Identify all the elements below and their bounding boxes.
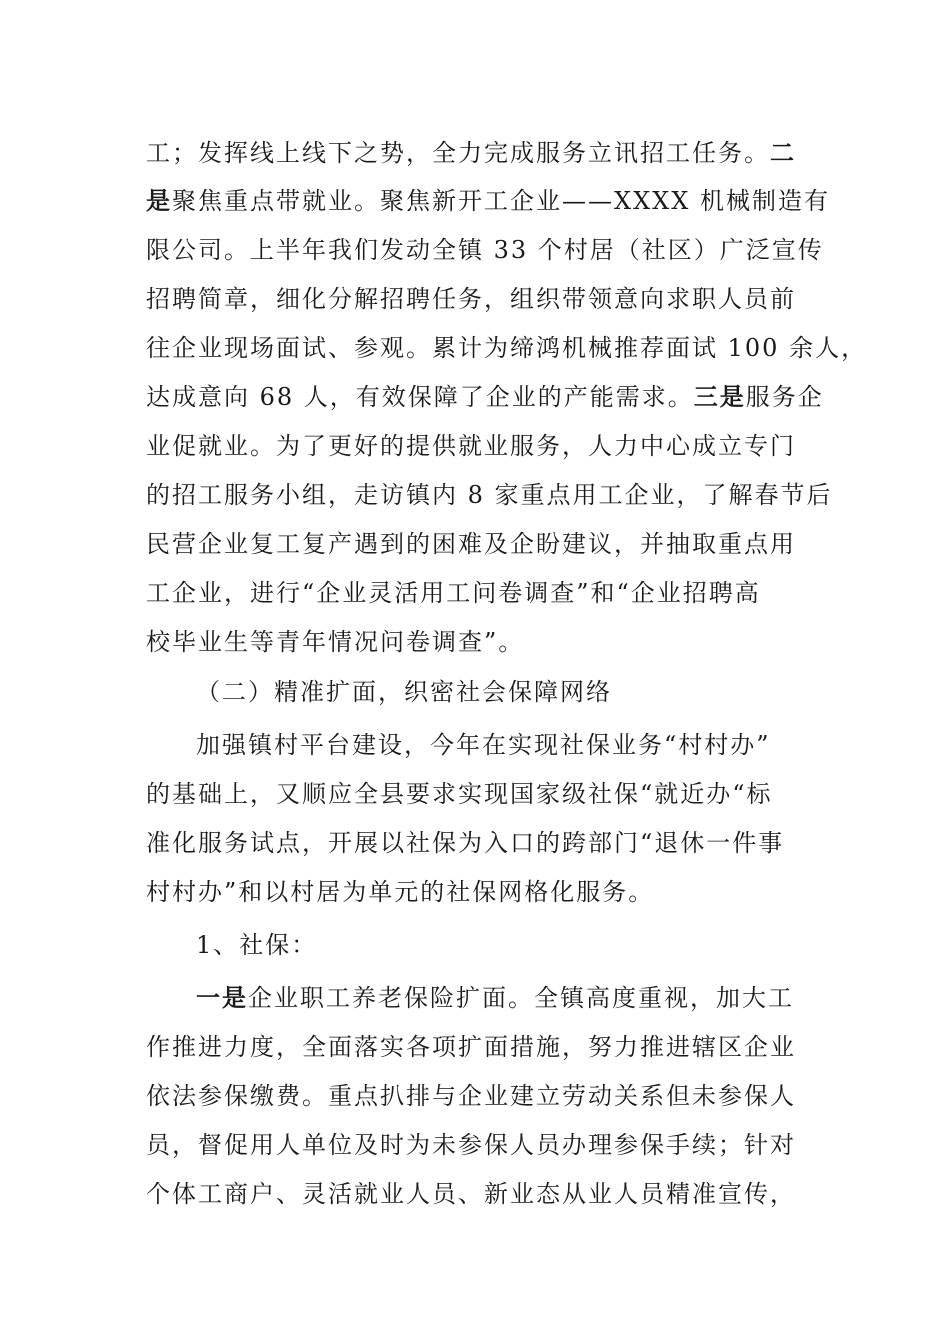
text-line: 往企业现场面试、参观。累计为缔鸿机械推荐面试 100 余人， — [146, 334, 868, 362]
text-line: 限公司。上半年我们发动全镇 33 个村居（社区）广泛宣传 — [146, 236, 824, 264]
text-line: 民营企业复工复产遇到的困难及企盼建议，并抽取重点用 — [146, 530, 796, 558]
section-heading: （二）精准扩面，织密社会保障网络 — [196, 678, 612, 706]
text-line: 业促就业。为了更好的提供就业服务，人力中心成立专门 — [146, 432, 796, 460]
text-line: 个体工商户、灵活就业人员、新业态从业人员精准宣传， — [146, 1180, 796, 1208]
text-line: 村村办”和以村居为单元的社保网格化服务。 — [146, 878, 655, 906]
text-line: 招聘简章，细化分解招聘任务，组织带领意向求职人员前 — [146, 285, 796, 313]
text-line: 是聚焦重点带就业。聚焦新开工企业——XXXX 机械制造有 — [146, 186, 830, 215]
text-line: 作推进力度，全面落实各项扩面措施，努力推进辖区企业 — [146, 1033, 796, 1061]
text-line: 的基础上，又顺应全县要求实现国家级社保“就近办“标 — [146, 780, 773, 808]
text-line: 依法参保缴费。重点扒排与企业建立劳动关系但未参保人 — [146, 1082, 796, 1110]
subsection-heading: 1、社保： — [196, 931, 318, 959]
text-line: 员，督促用人单位及时为未参保人员办理参保手续；针对 — [146, 1131, 796, 1159]
text-line: 达成意向 68 人，有效保障了企业的产能需求。三是服务企 — [146, 382, 824, 411]
text-line: 的招工服务小组，走访镇内 8 家重点用工企业，了解春节后 — [146, 481, 833, 509]
text-line: 准化服务试点，开展以社保为入口的跨部门“退休一件事 — [146, 829, 785, 857]
paragraph-start: 加强镇村平台建设，今年在实现社保业务“村村办” — [196, 731, 771, 759]
paragraph-start: 一是企业职工养老保险扩面。全镇高度重视，加大工 — [196, 983, 794, 1012]
text-line: 工；发挥线上线下之势，全力完成服务立讯招工任务。二 — [146, 138, 796, 167]
text-line: 工企业，进行“企业灵活用工问卷调查”和“企业招聘高 — [146, 579, 761, 607]
text-line: 校毕业生等青年情况问卷调查”。 — [146, 628, 525, 656]
